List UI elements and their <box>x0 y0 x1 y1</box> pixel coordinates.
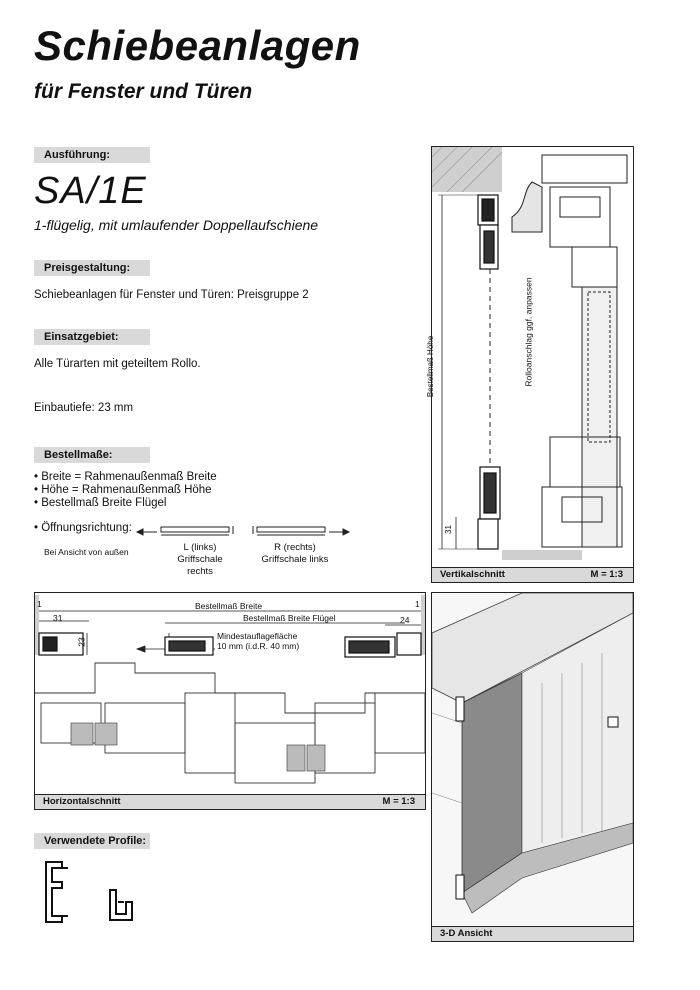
vertikalschnitt-panel <box>426 146 634 583</box>
preis-text: Schiebeanlagen für Fenster und Türen: Preisgruppe 2 <box>34 289 309 301</box>
profile-fluegel <box>110 890 132 920</box>
model-name: SA/1E <box>34 170 147 212</box>
section-label-profile: Verwendete Profile: <box>34 833 150 849</box>
oeffnung-diagram <box>135 522 355 544</box>
bestell-item: • Bestellmaß Breite Flügel <box>34 497 167 509</box>
3d-ansicht-caption: 3-D Ansicht <box>440 928 493 939</box>
dim-24: 24 <box>400 615 410 625</box>
page-title: Schiebeanlagen <box>34 22 361 69</box>
mindestauflage-line-2: 10 mm (i.d.R. 40 mm) <box>217 641 300 651</box>
horizontalschnitt-scale: M = 1:3 <box>382 796 415 807</box>
mindestauflage-line-1: Mindestauflagefläche <box>217 631 298 641</box>
links-symbol <box>137 526 233 535</box>
vertikalschnitt-caption: Vertikalschnitt <box>440 569 505 580</box>
horizontalschnitt-panel <box>34 592 426 810</box>
3d-ansicht-caption-bar <box>432 926 633 941</box>
bestellmass-hoehe-label: Bestellmaß Höhe <box>426 335 436 398</box>
3d-ansicht-drawing <box>432 593 633 927</box>
links-label <box>165 542 235 578</box>
bestell-item: • Breite = Rahmenaußenmaß Breite <box>34 471 217 483</box>
links-label-2: Griffschale rechts <box>177 554 223 577</box>
3d-ansicht-panel <box>431 592 634 942</box>
page-subtitle: für Fenster und Türen <box>34 80 253 103</box>
profile-drawings <box>34 858 164 928</box>
bestell-list <box>34 471 217 510</box>
rechts-label-2: Griffschale links <box>261 554 329 565</box>
section-label-preis: Preisgestaltung: <box>34 260 150 276</box>
profile-doppellaufschiene <box>46 862 68 922</box>
model-description: 1-flügelig, mit umlaufender Doppellaufschiene <box>34 217 319 233</box>
section-label-bestell: Bestellmaße: <box>34 447 150 463</box>
einsatz-text: Alle Türarten mit geteiltem Rollo. <box>34 358 201 370</box>
mindestauflage-label <box>217 631 299 651</box>
vertikalschnitt-caption-bar <box>432 567 633 582</box>
horizontalschnitt-caption: Horizontalschnitt <box>43 796 121 807</box>
bestellmass-breite-fluegel-label: Bestellmaß Breite Flügel <box>243 613 336 623</box>
rollo-label: Rolloanschlag ggf. anpassen <box>523 277 534 387</box>
dim-31-horizontal: 31 <box>53 613 63 623</box>
rechts-label <box>255 542 335 566</box>
bestell-item: • Höhe = Rahmenaußenmaß Höhe <box>34 484 212 496</box>
horizontalschnitt-caption-bar <box>35 794 425 809</box>
rechts-symbol <box>253 526 349 535</box>
rechts-label-1: R (rechts) <box>274 542 316 553</box>
vertikalschnitt-scale: M = 1:3 <box>590 569 623 580</box>
dim-31-vertical: 31 <box>443 525 453 534</box>
bestellmass-breite-label: Bestellmaß Breite <box>195 601 263 611</box>
ansicht-text: Bei Ansicht von außen <box>44 547 129 557</box>
dim-23: 23 <box>76 637 87 647</box>
links-label-1: L (links) <box>183 542 217 553</box>
section-label-ausfuehrung: Ausführung: <box>34 147 150 163</box>
dim-1-left: 1 <box>37 599 42 609</box>
section-label-einsatz: Einsatzgebiet: <box>34 329 150 345</box>
dim-1-right: 1 <box>415 599 420 609</box>
horizontalschnitt-drawing <box>35 593 425 795</box>
oeffnung-label: • Öffnungsrichtung: <box>34 522 132 534</box>
einbautiefe-text: Einbautiefe: 23 mm <box>34 402 134 414</box>
